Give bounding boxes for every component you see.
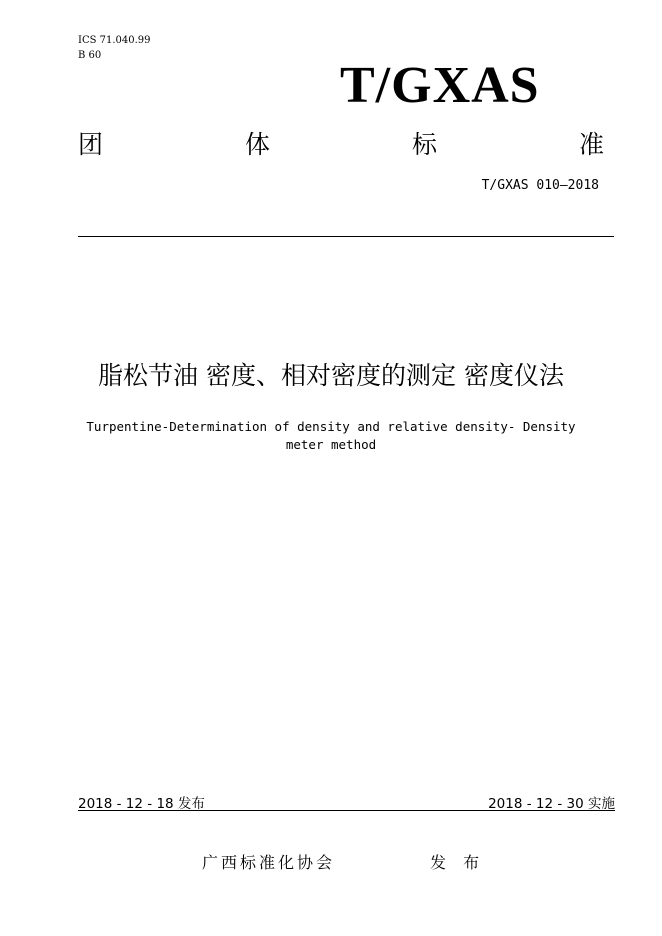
title-english-line: meter method bbox=[285, 437, 377, 452]
publish-label: 发 布 bbox=[430, 853, 486, 872]
ccs-code: B 60 bbox=[78, 50, 102, 61]
title-chinese: 脂松节油 密度、相对密度的测定 密度仪法 bbox=[98, 361, 564, 390]
issue-date: 2018 - 12 - 18 发布 bbox=[78, 796, 205, 812]
ics-classification bbox=[78, 33, 151, 63]
title-english bbox=[70, 418, 592, 454]
standard-type bbox=[78, 128, 604, 162]
standard-number: T/GXAS 010—2018 bbox=[481, 178, 599, 193]
publisher-name: 广西标准化协会 bbox=[202, 853, 336, 872]
ics-code: ICS 71.040.99 bbox=[78, 35, 151, 46]
standard-type-char: 准 bbox=[578, 130, 604, 159]
standard-type-char: 标 bbox=[411, 130, 437, 159]
standard-type-char: 体 bbox=[244, 130, 270, 159]
org-logo: T/GXAS bbox=[340, 57, 540, 114]
title-english-line: Turpentine-Determination of density and relative density- Density bbox=[86, 419, 576, 434]
divider-top bbox=[78, 236, 614, 237]
implementation-date: 2018 - 12 - 30 实施 bbox=[488, 796, 615, 812]
divider-bottom bbox=[78, 810, 615, 811]
standard-type-char: 团 bbox=[78, 130, 104, 159]
